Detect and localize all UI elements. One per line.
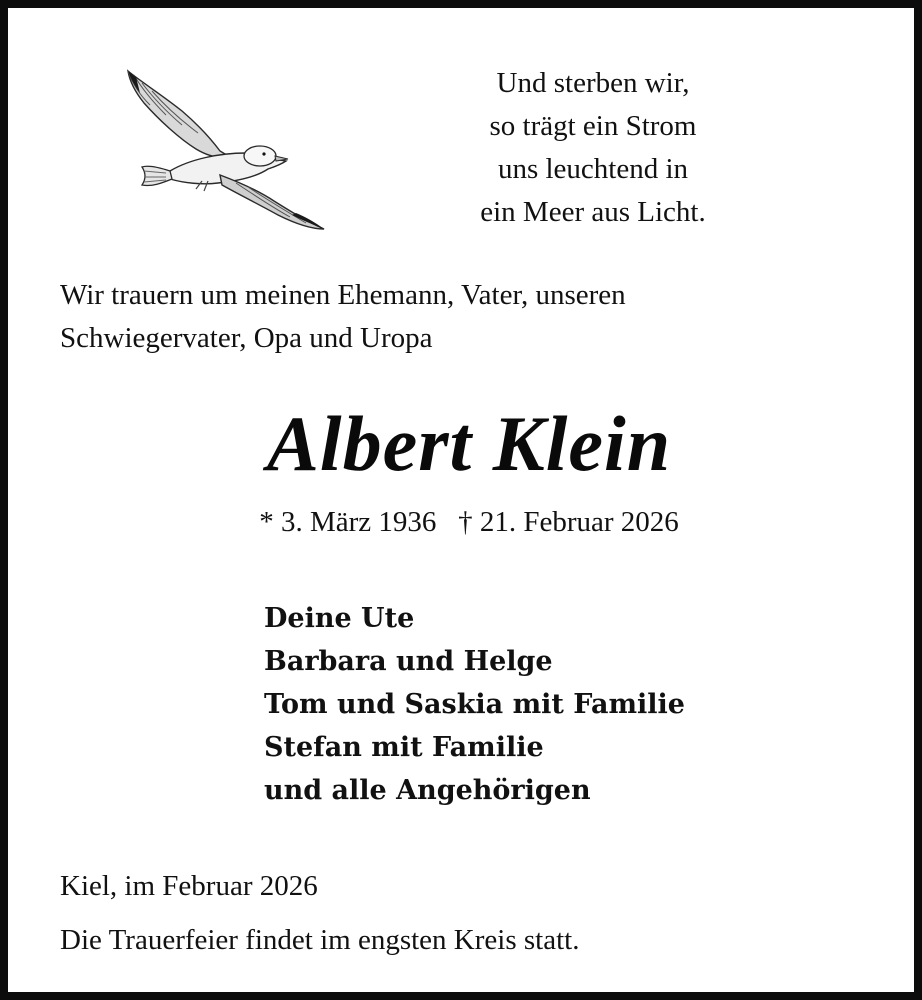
mourner-entry: Deine Ute [264, 603, 415, 634]
seagull-icon [110, 63, 340, 238]
poem-line: uns leuchtend in [497, 153, 689, 185]
intro-line: Wir trauern um meinen Ehemann, Vater, unseren [60, 279, 626, 311]
intro-text [60, 274, 880, 360]
poem-line: Und sterben wir, [496, 67, 690, 99]
mourner-entry: Stefan mit Familie [264, 732, 544, 763]
mourner-entry: und alle Angehörigen [264, 775, 591, 806]
ceremony-note: Die Trauerfeier findet im engsten Kreis statt. [60, 924, 580, 956]
deceased-name: Albert Klein [266, 400, 672, 487]
life-dates: * 3. März 1936 † 21. Februar 2026 [259, 506, 679, 538]
poem-line: so trägt ein Strom [489, 110, 697, 142]
mourner-entry: Tom und Saskia mit Familie [264, 689, 685, 720]
intro-line: Schwiegervater, Opa und Uropa [60, 322, 433, 354]
poem [428, 62, 758, 234]
mourner-entry: Barbara und Helge [264, 646, 553, 677]
poem-line: ein Meer aus Licht. [480, 196, 706, 228]
mourners-list [264, 597, 824, 812]
place-date: Kiel, im Februar 2026 [60, 870, 318, 902]
